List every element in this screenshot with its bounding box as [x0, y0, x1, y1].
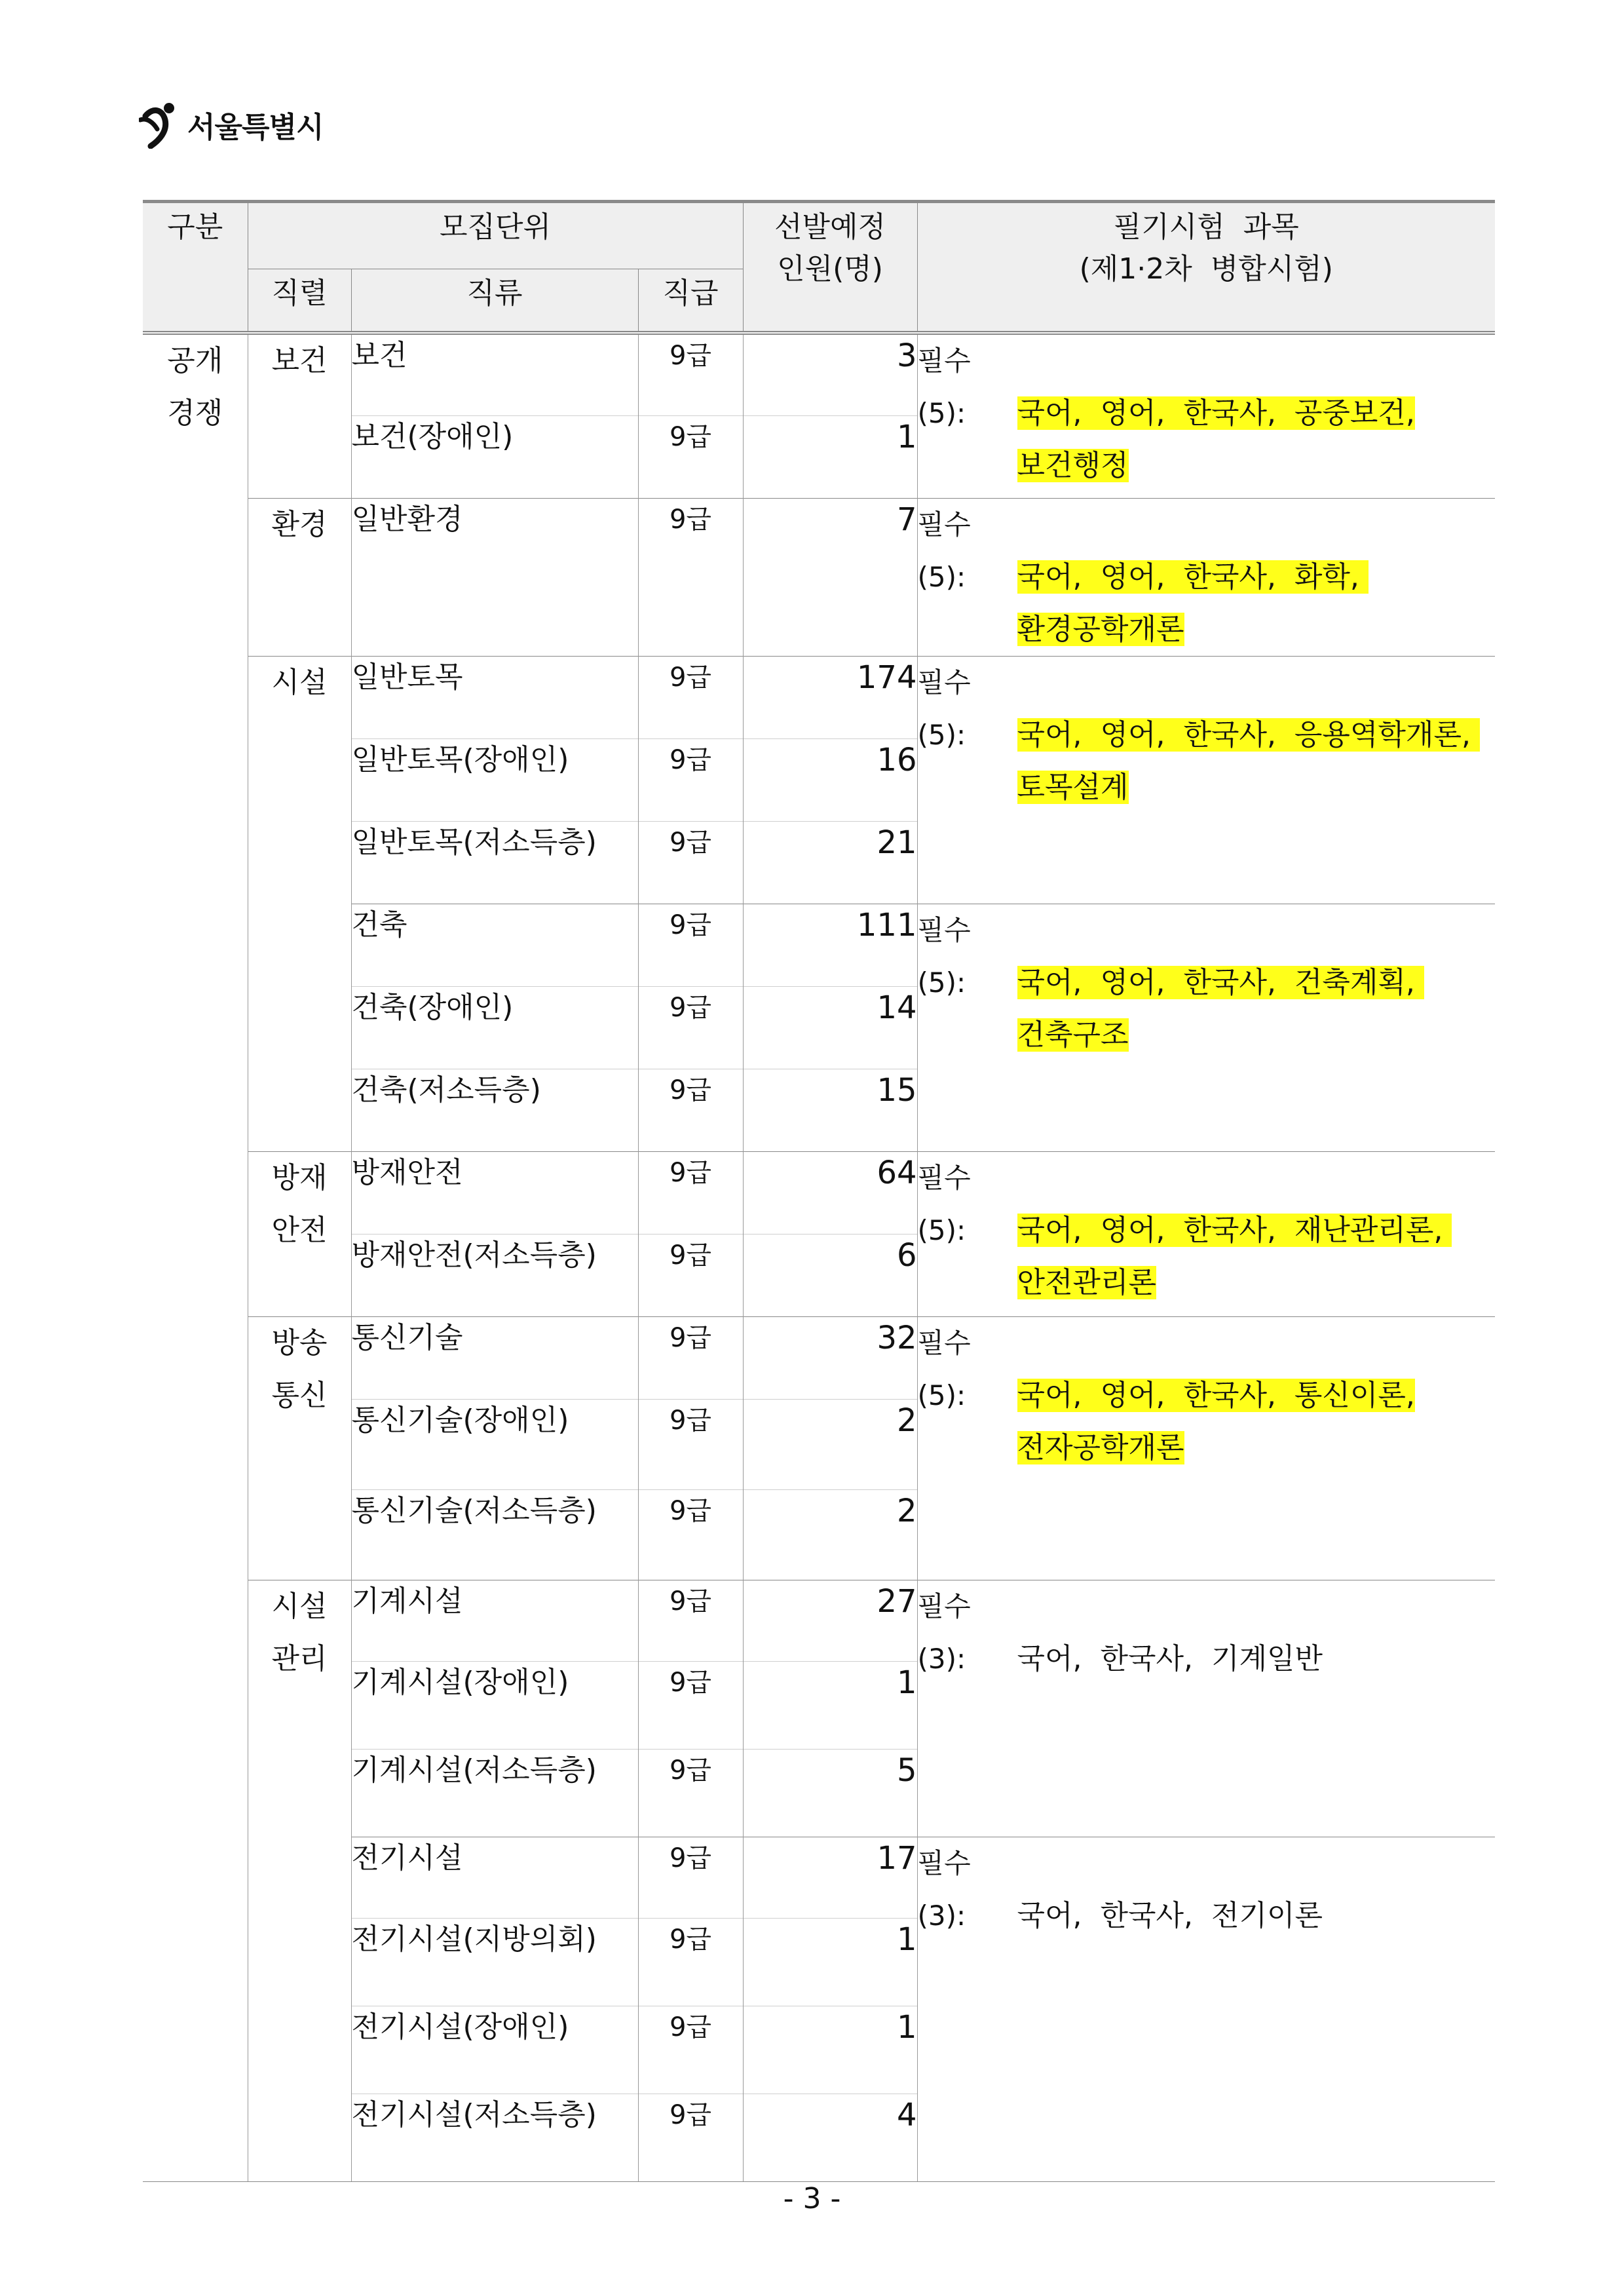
count-cell: 2	[743, 1399, 917, 1489]
subjects-line2: 환경공학개론	[1017, 612, 1184, 646]
page-number: - 3 -	[783, 2182, 841, 2215]
header-unit: 모집단위	[248, 202, 743, 269]
grade-cell: 9급	[638, 2094, 743, 2181]
count-cell: 3	[743, 333, 917, 415]
count-cell: 21	[743, 821, 917, 904]
grade-cell: 9급	[638, 656, 743, 738]
logo-text: 서울특별시	[187, 111, 324, 144]
subjects-cell	[917, 656, 1495, 904]
subjects-line1: 국어, 한국사, 전기이론	[1017, 1898, 1323, 1932]
subjects-line1: 국어, 영어, 한국사, 화학,	[1017, 560, 1369, 594]
grade-cell: 9급	[638, 498, 743, 656]
count-cell: 1	[743, 1918, 917, 2006]
kind-cell: 건축(저소득층)	[351, 1069, 638, 1151]
series-cell: 보건	[248, 333, 351, 498]
kind-cell: 방재안전(저소득층)	[351, 1234, 638, 1316]
subjects-prefix: 필수(3):	[917, 1846, 971, 1932]
subjects-line1: 국어, 영어, 한국사, 공중보건,	[1017, 396, 1415, 430]
series-cell: 환경	[248, 498, 351, 656]
gubun-cell	[143, 333, 248, 2181]
subjects-cell	[917, 1151, 1495, 1316]
grade-cell: 9급	[638, 415, 743, 498]
grade-cell: 9급	[638, 986, 743, 1069]
kind-cell: 방재안전	[351, 1151, 638, 1234]
subjects-line1: 국어, 영어, 한국사, 재난관리론,	[1017, 1213, 1452, 1247]
subjects-prefix: 필수(3):	[917, 1590, 971, 1675]
series-line2: 관리	[271, 1641, 328, 1675]
series-line2: 안전	[271, 1213, 328, 1247]
kind-cell: 전기시설(저소득층)	[351, 2094, 638, 2181]
kind-cell: 기계시설	[351, 1580, 638, 1661]
grade-cell: 9급	[638, 1749, 743, 1837]
grade-cell: 9급	[638, 1234, 743, 1316]
subjects-line1: 국어, 영어, 한국사, 응용역학개론,	[1017, 718, 1480, 752]
kind-cell: 보건	[351, 333, 638, 415]
grade-cell: 9급	[638, 1837, 743, 1918]
seoul-logo	[139, 98, 324, 151]
grade-cell: 9급	[638, 1918, 743, 2006]
header-count-line1: 선발예정	[774, 210, 886, 244]
count-cell: 1	[743, 2006, 917, 2094]
grade-cell: 9급	[638, 1661, 743, 1749]
kind-cell: 일반토목(저소득층)	[351, 821, 638, 904]
header-subjects-line2: (제1·2차 병합시험)	[1079, 252, 1333, 286]
kind-cell: 통신기술(장애인)	[351, 1399, 638, 1489]
count-cell: 1	[743, 415, 917, 498]
grade-cell: 9급	[638, 1151, 743, 1234]
count-cell: 5	[743, 1749, 917, 1837]
grade-cell: 9급	[638, 1580, 743, 1661]
series-line1: 방송	[271, 1326, 328, 1360]
header-gubun: 구분	[143, 202, 248, 334]
series-line1: 방재	[271, 1160, 328, 1195]
subjects-line2: 토목설계	[1017, 770, 1129, 804]
count-cell: 6	[743, 1234, 917, 1316]
grade-cell: 9급	[638, 821, 743, 904]
count-cell: 4	[743, 2094, 917, 2181]
subjects-cell	[917, 1316, 1495, 1580]
series-cell: 시설	[248, 656, 351, 1151]
subjects-cell	[917, 1580, 1495, 1837]
kind-cell: 건축	[351, 904, 638, 986]
kind-cell: 통신기술(저소득층)	[351, 1489, 638, 1580]
subjects-prefix: 필수(5):	[917, 1161, 971, 1246]
series-cell	[248, 1316, 351, 1580]
series-line1: 시설	[271, 1589, 328, 1623]
subjects-prefix: 필수(5):	[917, 1326, 971, 1411]
subjects-prefix: 필수(5):	[917, 508, 971, 593]
kind-cell: 일반토목(장애인)	[351, 738, 638, 821]
header-count-line2: 인원(명)	[777, 252, 883, 286]
subjects-line1: 국어, 한국사, 기계일반	[1017, 1641, 1323, 1675]
grade-cell: 9급	[638, 1069, 743, 1151]
header-kind: 직류	[351, 269, 638, 334]
kind-cell: 일반토목	[351, 656, 638, 738]
header-subjects-line1: 필기시험 과목	[1113, 210, 1299, 244]
subjects-cell	[917, 498, 1495, 656]
kind-cell: 통신기술	[351, 1316, 638, 1399]
count-cell: 1	[743, 1661, 917, 1749]
kind-cell: 전기시설	[351, 1837, 638, 1918]
series-cell	[248, 1580, 351, 2181]
count-cell: 16	[743, 738, 917, 821]
kind-cell: 전기시설(장애인)	[351, 2006, 638, 2094]
kind-cell: 건축(장애인)	[351, 986, 638, 1069]
subjects-cell	[917, 1837, 1495, 2181]
subjects-line2: 보건행정	[1017, 449, 1129, 482]
grade-cell: 9급	[638, 904, 743, 986]
grade-cell: 9급	[638, 1399, 743, 1489]
header-series: 직렬	[248, 269, 351, 334]
subjects-cell	[917, 904, 1495, 1151]
subjects-line2: 건축구조	[1017, 1018, 1129, 1052]
kind-cell: 기계시설(장애인)	[351, 1661, 638, 1749]
count-cell: 174	[743, 656, 917, 738]
subjects-cell	[917, 333, 1495, 498]
kind-cell: 전기시설(지방의회)	[351, 1918, 638, 2006]
subjects-line1: 국어, 영어, 한국사, 건축계획,	[1017, 965, 1424, 999]
subjects-line2: 전자공학개론	[1017, 1430, 1184, 1464]
header-grade: 직급	[638, 269, 743, 334]
count-cell: 15	[743, 1069, 917, 1151]
grade-cell: 9급	[638, 2006, 743, 2094]
header-count	[743, 202, 917, 334]
count-cell: 14	[743, 986, 917, 1069]
subjects-prefix: 필수(5):	[917, 913, 971, 999]
gubun-line2: 경쟁	[167, 396, 223, 430]
subjects-prefix: 필수(5):	[917, 345, 971, 429]
recruitment-table	[143, 200, 1495, 2182]
count-cell: 111	[743, 904, 917, 986]
grade-cell: 9급	[638, 738, 743, 821]
kind-cell: 보건(장애인)	[351, 415, 638, 498]
subjects-prefix: 필수(5):	[917, 666, 971, 751]
seoul-emblem-icon	[139, 100, 182, 149]
count-cell: 17	[743, 1837, 917, 1918]
count-cell: 64	[743, 1151, 917, 1234]
grade-cell: 9급	[638, 333, 743, 415]
count-cell: 27	[743, 1580, 917, 1661]
series-line2: 통신	[271, 1378, 328, 1412]
count-cell: 7	[743, 498, 917, 656]
series-cell	[248, 1151, 351, 1316]
count-cell: 2	[743, 1489, 917, 1580]
subjects-line2: 안전관리론	[1017, 1265, 1157, 1299]
grade-cell: 9급	[638, 1316, 743, 1399]
header-subjects	[917, 202, 1495, 334]
count-cell: 32	[743, 1316, 917, 1399]
subjects-line1: 국어, 영어, 한국사, 통신이론,	[1017, 1378, 1415, 1412]
kind-cell: 기계시설(저소득층)	[351, 1749, 638, 1837]
kind-cell: 일반환경	[351, 498, 638, 656]
gubun-line1: 공개	[167, 344, 223, 377]
grade-cell: 9급	[638, 1489, 743, 1580]
